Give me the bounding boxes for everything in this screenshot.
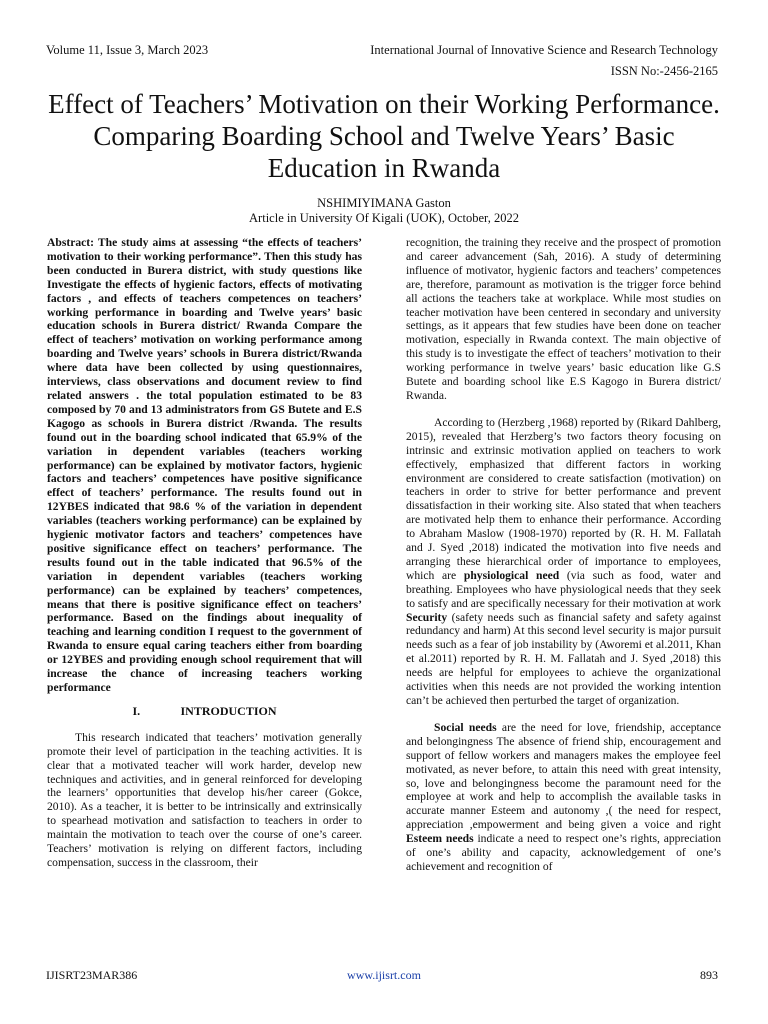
body-paragraph <box>406 721 721 874</box>
right-column <box>406 236 721 874</box>
body-paragraph <box>406 416 721 708</box>
section-title: INTRODUCTION <box>180 703 277 718</box>
section-number: I. <box>132 703 141 718</box>
term-social-needs: Social needs <box>434 720 497 734</box>
journal-volume: Volume 11, Issue 3, March 2023 <box>46 43 209 57</box>
abstract-label: Abstract: <box>47 236 95 249</box>
page-number: 893 <box>700 968 718 982</box>
text-span: are the need for love, friendship, acceptance and belongingness The absence of friend ship, encouragement and support of fellow workers and managers makes the employee feel motivated, as never before, to attain this need with great intensity, so, love and belongingness become the paramount need for the employee at work and help to accomplish the available tasks in accurate manner Esteem and autonomy ,( the need for respect, appreciation ,empowerment and being given a voice and right <box>406 720 721 832</box>
left-column <box>47 236 362 870</box>
author-affiliation: Article in University Of Kigali (UOK), October, 2022 <box>249 211 519 225</box>
article-id: IJISRT23MAR386 <box>46 968 138 982</box>
term-physiological-need: physiological need <box>463 568 560 582</box>
abstract-text: The study aims at assessing “the effects of teachers’ motivation to their working performance”. Then this study has been conducted in Burera district, with study questions like Investigate the effects of hygienic factors, effects of motivating factors , and effects of teachers competences on teachers’ working performance in boarding and Twelve years’ basic education schools in Burera district/ Rwanda Compare the effect of teachers’ motivation on working performance among boarding and Twelve years’ schools in Burera district/Rwanda where data have been collected by using questionnaires, interviews, class observations and document review to find related answers . the total population estimated to be 83 composed by 70 and 13 administrators from GS Butete and E.S Kagogo as schools in Burera district /Rwanda. The results found out in the boarding school indicated that 65.9% of the variation in dependent variables (teachers working performance) can be explained by motivator factors, hygienic factors and teachers’ competences have positive significance effect of teachers’ performance. The results found out in 12YBES indicated that 98.6 % of the variation in dependent variables (teachers working performance) can be explained by hygienic motivator factors and teachers’ competences have positive significance effect on teachers’ performance. The results found out in the table indicated that 96.5% of the variation in dependent variables (teachers working performance) can be explained by teachers’ competences, means that there is positive significance effect on teachers’ performance. Based on the findings about inequality of teaching and learning condition I request to the government of Rwanda to ensure equal caring teachers either from boarding or 12YBES and providing enough school requirement that will increase the chance of increasing teachers working performance <box>47 236 362 694</box>
paper-title: Effect of Teachers’ Motivation on their Working Performance. Comparing Boarding School and Twelve Years’ Basic Education in Rwanda <box>48 89 720 183</box>
text-span: According to (Herzberg ,1968) reported by (Rikard Dahlberg, 2015), revealed that Herzberg’s two factors theory focusing on intrinsic and extrinsic motivation applied on teachers to work effectively, emphasized that different factors in working environment are considered to create satisfaction (motivation) on teachers in order to strive for better performance and prevent dissatisfaction in their working site. Also stated that when teachers are motivated help them to enhance their performance. According to Abraham Maslow (1908-1970) reported by (R. H. M. Fallatah and J. Syed ,2018) indicated the motivation into five needs and arranging these hierarchical order of importance to employees, which are <box>406 415 721 582</box>
text-span: indicate a need to respect one’s rights, appreciation of one’s ability and capacity, acknowledgement of one’s achievement and recognition of <box>406 832 721 873</box>
author-name: NSHIMIYIMANA Gaston <box>317 196 451 210</box>
term-security: Security <box>406 610 448 624</box>
text-span: (via such as food, water and breathing. Employees who have physiological needs that they seek to satisfy and are specifically necessary for their motivation at work <box>406 568 721 610</box>
abstract <box>47 236 362 695</box>
section-heading-introduction <box>47 705 362 719</box>
term-esteem-needs: Esteem needs <box>406 832 474 846</box>
body-paragraph: recognition, the training they receive and the prospect of promotion and career advancement (Sah, 2016). A study of determining influence of motivator, hygienic factors and teachers’ competences are, therefore, paramount as motivation is the trigger force behind all actions the teachers take at workplace. While most studies on teacher motivation have been centered in secondary and university settings, as it appears that few studies have been done on teacher motivation, especially in Rwanda context. The main objective of this study is to investigate the effect of teachers’ motivation to their working performance in twelve years’ basic education like G.S Butete and boarding school like E.S Kagogo in Burera district/ Rwanda. <box>406 236 721 402</box>
journal-name: International Journal of Innovative Science and Research Technology <box>370 43 718 57</box>
intro-paragraph: This research indicated that teachers’ motivation generally promote their level of participation in the teaching activities. It is clear that a motivated teacher will work harder, develop new techniques and activities, and in general reinforced for developing the learners’ opportunities that develop his/her career (Gokce, 2010). As a teacher, it is better to be intrinsically and extrinsically to spearhead motivation and satisfaction to teachers in order to maintain the motivation to teach over the course of one’s career. Teachers’ motivation is relying on different factors, including compensation, success in the classroom, their <box>47 730 362 869</box>
text-span: (safety needs such as financial safety and safety against redundancy and harm) At this second level security is major pursuit needs such as a fear of job instability by (Aworemi et al.2011, Khan et al.2011) reported by R. H. M. Fallatah and J. Syed ,2018) this needs are helpful for employees to achieve the organizational activities when this needs are not provided the working intention can’t be achieved then perturbed the target of organization. <box>406 610 721 707</box>
journal-url-link[interactable]: www.ijisrt.com <box>347 968 421 982</box>
issn: ISSN No:-2456-2165 <box>610 64 718 78</box>
